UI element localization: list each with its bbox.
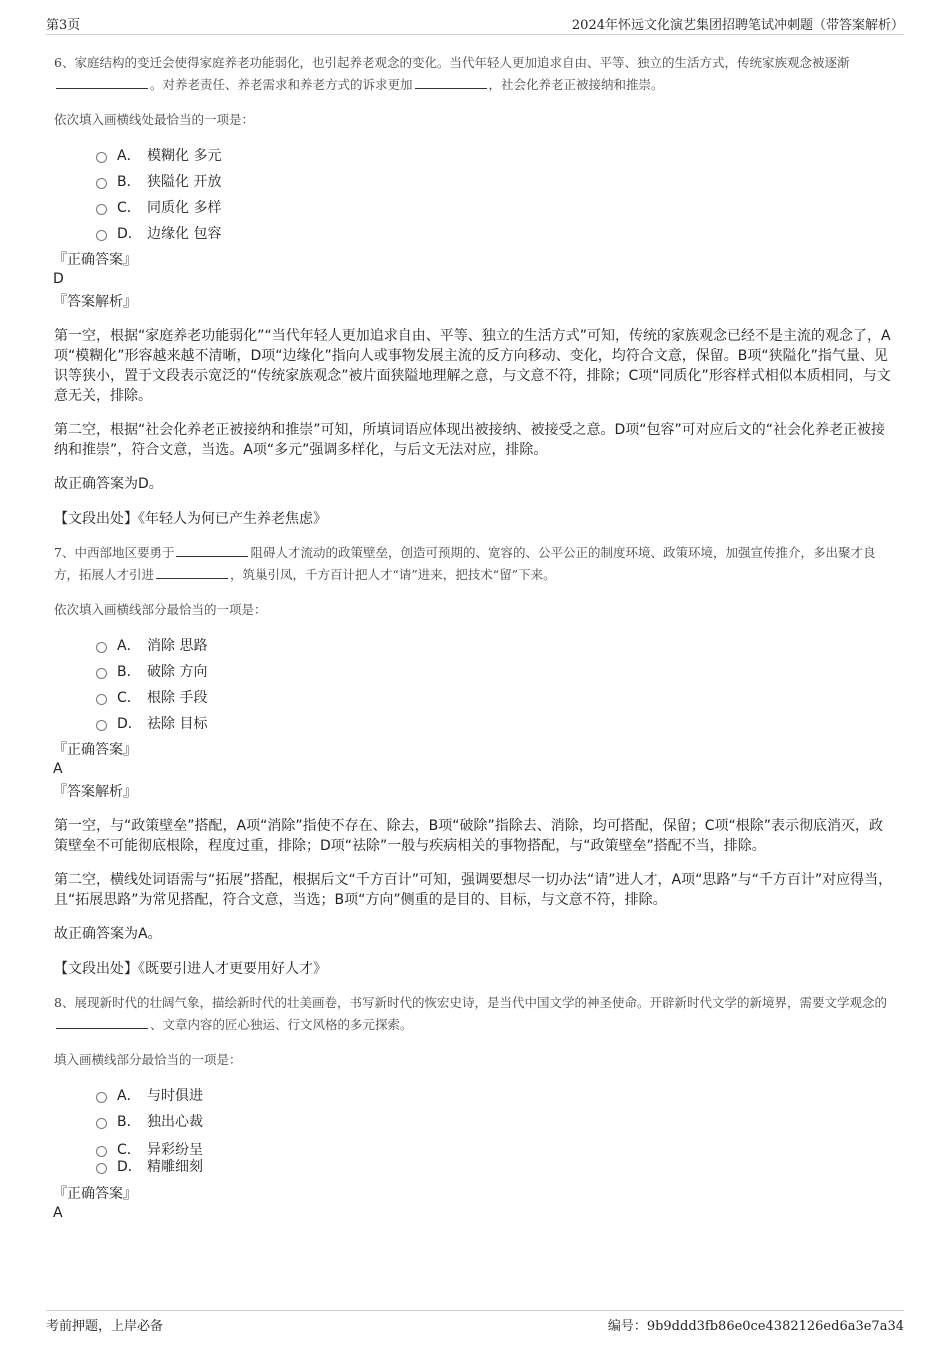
analysis-conclusion: 故正确答案为D。 [54,476,163,492]
radio-icon[interactable] [96,720,107,731]
document-title: 2024年怀远文化演艺集团招聘笔试冲刺题（带答案解析） [571,18,904,33]
page-number: 第3页 [46,18,81,33]
analysis-paragraph: 第一空，根据“家庭养老功能弱化”“当代年轻人更加追求自由、平等、独立的生活方式”可知，传统的家族观念已经不是主流的观念了，A项“模糊化”形容越来越不清晰，D项“边缘化”指向人或事物发展主流的反方向移动、变化，均符合文意，保留。B项“狭隘化”指气量、见识等狭小，置于文段表示宽泛的“传统家族观念”被片面狭隘地理解之意，与文意不符，排除；C项“同质化”形容样式相似本质相同，与文意无关，排除。 [54,328,891,404]
source-citation: 【文段出处】《年轻人为何已产生养老焦虑》 [54,511,327,527]
option-c[interactable]: C． 异彩纷呈 [96,1140,896,1157]
option-b[interactable]: B． 破除 方向 [96,658,896,684]
radio-icon[interactable] [96,204,107,215]
option-b[interactable]: B． 狭隘化 开放 [96,168,896,194]
radio-icon[interactable] [96,642,107,653]
radio-icon[interactable] [96,668,107,679]
fill-blank [176,543,248,557]
option-c[interactable]: C． 同质化 多样 [96,194,896,220]
page-header [46,14,904,35]
option-d[interactable]: D． 精雕细刻 [96,1157,896,1174]
option-a[interactable]: A． 消除 思路 [96,632,896,658]
analysis-paragraph: 第二空，横线处词语需与“拓展”搭配，根据后文“千方百计”可知，强调要想尽一切办法“请”进人才，A项“思路”与“千方百计”对应得当，且“拓展思路”为常见搭配，符合文意，当选；B项“方向”侧重的是目的、目标，与文意不符，排除。 [54,872,893,908]
option-c[interactable]: C． 根除 手段 [96,684,896,710]
document-id: 编号：9b9ddd3fb86e0ce4382126ed6a3e7a34 [607,1319,904,1334]
option-a[interactable]: A． 模糊化 多元 [96,142,896,168]
question-text: 8、展现新时代的壮阔气象，描绘新时代的壮美画卷，书写新时代的恢宏史诗，是当代中国文学的神圣使命。开辟新时代文学的新境界，需要文学观念的、文章内容的匠心独运、行文风格的多元探索。 [54,995,887,1032]
analysis-paragraph: 第一空，与“政策壁垒”搭配，A项“消除”指使不存在、除去，B项“破除”指除去、消除，均可搭配，保留；C项“根除”表示彻底消灭，政策壁垒不可能彻底根除，程度过重，排除；D项“祛除”一般与疾病相关的事物搭配，与“政策壁垒”搭配不当，排除。 [54,818,883,854]
answer-value: D [53,271,64,287]
radio-icon[interactable] [96,230,107,241]
option-d[interactable]: D． 祛除 目标 [96,710,896,736]
fill-blank [56,1015,148,1029]
radio-icon[interactable] [96,152,107,163]
option-list [96,632,896,736]
option-list [96,1082,896,1174]
fill-blank [56,75,148,89]
radio-icon[interactable] [96,1092,107,1103]
radio-icon[interactable] [96,1163,107,1174]
question-text: 7、中西部地区要勇于 阻碍人才流动的政策壁垒，创造可预期的、宽容的、公平公正的制度环境、政策环境，加强宣传推介，多出聚才良方，拓展人才引进 ，筑巢引凤，千方百计把人才“请”进来，把技术“留”下来。 [54,545,876,582]
question-prompt: 依次填入画横线处最恰当的一项是： [54,112,255,127]
radio-icon[interactable] [96,178,107,189]
footer-slogan: 考前押题，上岸必备 [46,1319,164,1334]
option-b[interactable]: B． 独出心裁 [96,1108,896,1134]
answer-label: 『正确答案』 [53,1186,137,1202]
question-prompt: 依次填入画横线部分最恰当的一项是： [54,602,267,617]
fill-blank [156,565,228,579]
option-a[interactable]: A． 与时俱进 [96,1082,896,1108]
radio-icon[interactable] [96,1146,107,1157]
analysis-label: 『答案解析』 [53,784,137,800]
radio-icon[interactable] [96,1118,107,1129]
question-8 [54,992,896,1222]
answer-value: A [53,1205,63,1221]
question-prompt: 填入画横线部分最恰当的一项是： [54,1052,242,1067]
source-citation: 【文段出处】《既要引进人才更要用好人才》 [54,961,327,977]
question-text: 6、家庭结构的变迁会使得家庭养老功能弱化，也引起养老观念的变化。当代年轻人更加追求自由、平等、独立的生活方式，传统家族观念被逐渐。对养老责任、养老需求和养老方式的诉求更加 ，社会化养老正被接纳和推崇。 [54,55,850,92]
answer-label: 『正确答案』 [53,742,137,758]
question-7 [54,542,896,978]
option-list [96,142,896,246]
fill-blank [415,75,487,89]
answer-value: A [53,761,63,777]
page-content [54,52,896,1222]
question-6 [54,52,896,528]
page-footer [46,1310,904,1334]
analysis-label: 『答案解析』 [53,294,137,310]
radio-icon[interactable] [96,694,107,705]
analysis-paragraph: 第二空，根据“社会化养老正被接纳和推崇”可知，所填词语应体现出被接纳、被接受之意。D项“包容”可对应后文的“社会化养老正被接纳和推崇”，符合文意，当选。A项“多元”强调多样化，与后文无法对应，排除。 [54,422,886,458]
option-d[interactable]: D． 边缘化 包容 [96,220,896,246]
analysis-conclusion: 故正确答案为A。 [54,926,162,942]
answer-label: 『正确答案』 [53,252,137,268]
